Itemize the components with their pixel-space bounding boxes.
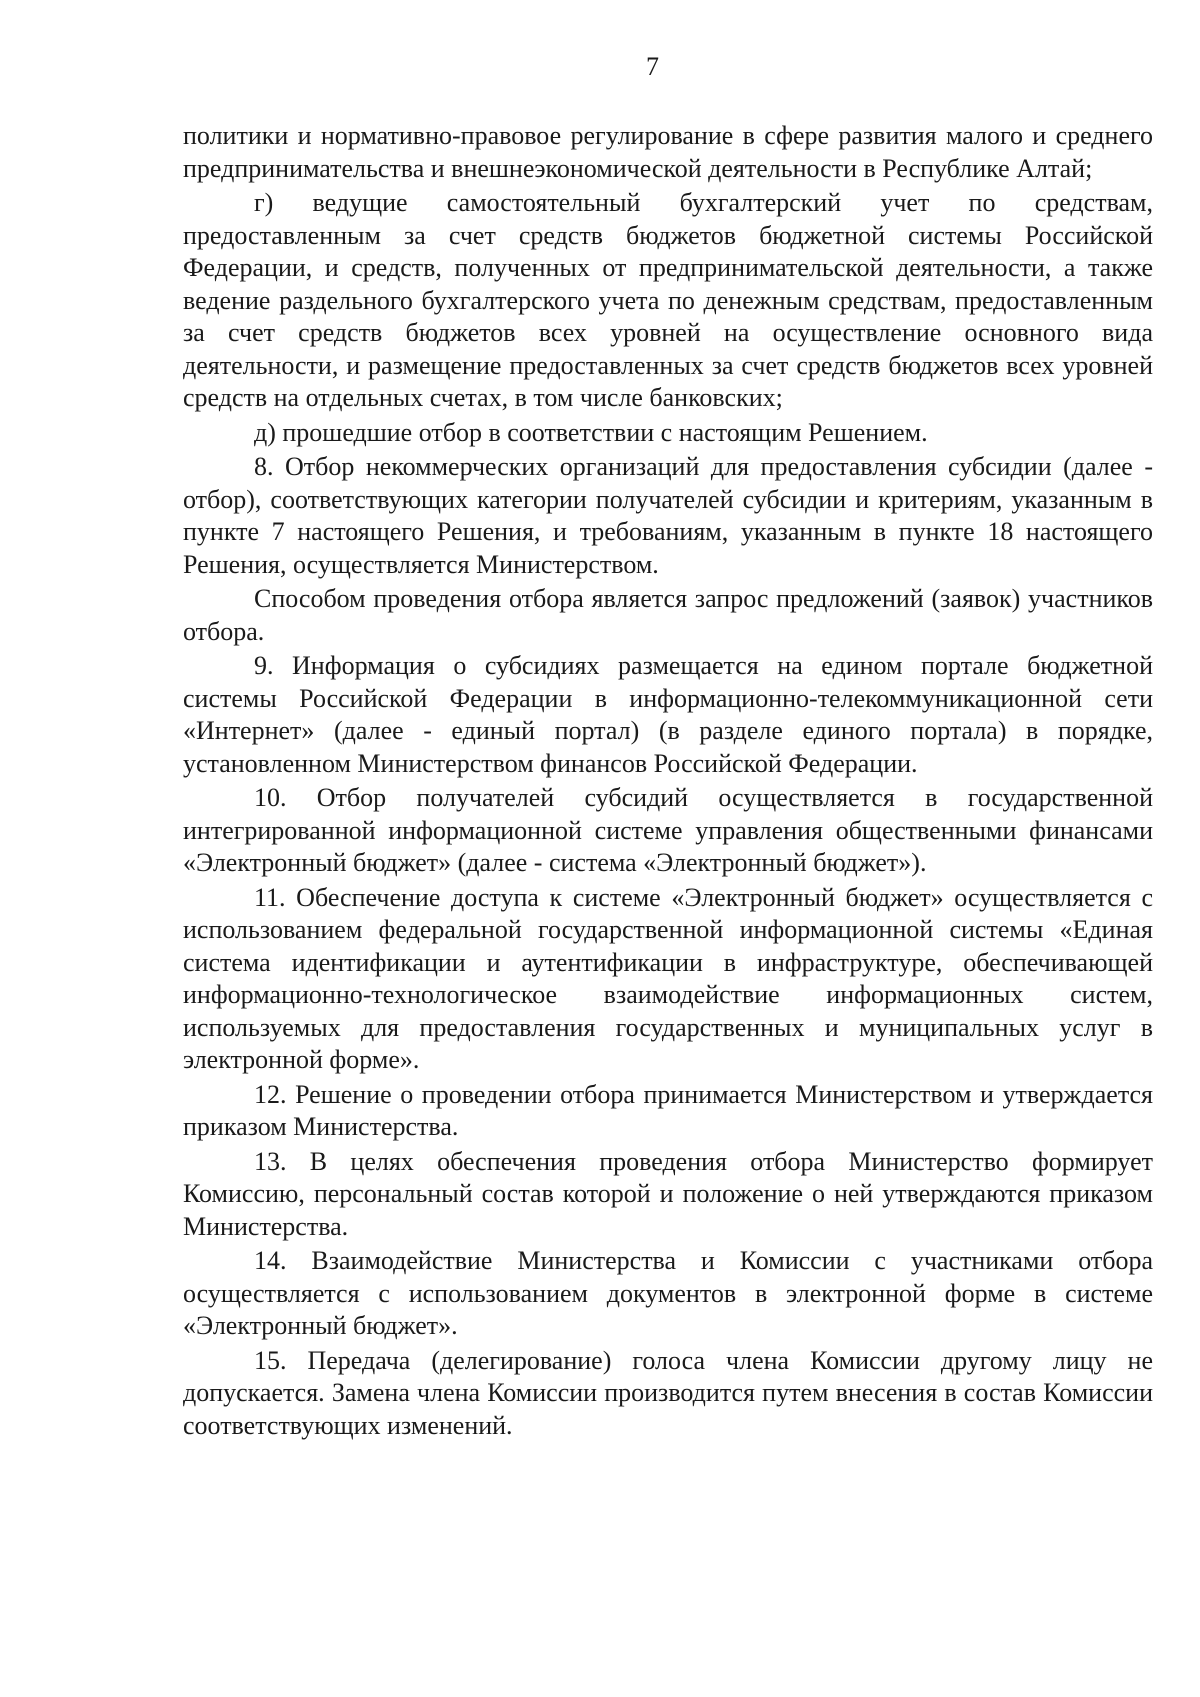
paragraph-clause-13: 13. В целях обеспечения проведения отбора Министерство формирует Комиссию, персональный состав которой и положение о ней утверждаются приказом Министерства. — [183, 1146, 1153, 1241]
page-number: 7 — [646, 52, 659, 81]
paragraph-clause-8: 8. Отбор некоммерческих организаций для предоставления субсидии (далее - отбор), соответствующих категории получателей субсидии и критериям, указанным в пункте 7 настоящего Решения, и требованиям, указанным в пункте 18 настоящего Решения, осуществляется Министерством. — [183, 452, 1153, 579]
paragraph-item-d: д) прошедшие отбор в соответствии с настоящим Решением. — [254, 417, 928, 447]
paragraph-clause-15: 15. Передача (делегирование) голоса члена Комиссии другому лицу не допускается. Замена члена Комиссии производится путем внесения в состав Комиссии соответствующих изменений. — [183, 1345, 1153, 1440]
paragraph-clause-14: 14. Взаимодействие Министерства и Комиссии с участниками отбора осуществляется с использованием документов в электронной форме в системе «Электронный бюджет». — [183, 1246, 1153, 1340]
paragraph-clause-12: 12. Решение о проведении отбора принимается Министерством и утверждается приказом Министерства. — [183, 1079, 1153, 1141]
paragraph-item-g: г) ведущие самостоятельный бухгалтерский учет по средствам, предоставленным за счет средств бюджетов бюджетной системы Российской Федерации, и средств, полученных от предпринимательской деятельности, а также ведение раздельного бухгалтерского учета по денежным средствам, предоставленным за счет средств бюджетов всех уровней на осуществление основного вида деятельности, и размещение предоставленных за счет средств бюджетов всех уровней средств на отдельных счетах, в том числе банковских; — [183, 188, 1153, 412]
paragraph-continuation: политики и нормативно-правовое регулирование в сфере развития малого и среднего предпринимательства и внешнеэкономической деятельности в Республике Алтай; — [183, 121, 1153, 183]
paragraph-clause-10: 10. Отбор получателей субсидий осуществляется в государственной интегрированной информационной системе управления общественными финансами «Электронный бюджет» (далее - система «Электронный бюджет»). — [183, 783, 1153, 877]
paragraph-selection-method: Способом проведения отбора является запрос предложений (заявок) участников отбора. — [183, 584, 1153, 646]
paragraph-clause-9: 9. Информация о субсидиях размещается на едином портале бюджетной системы Российской Федерации в информационно-телекоммуникационной сети «Интернет» (далее - единый портал) (в разделе единого портала) в порядке, установленном Министерством финансов Российской Федерации. — [183, 651, 1153, 778]
document-body — [183, 120, 1153, 1442]
paragraph-clause-11: 11. Обеспечение доступа к системе «Электронный бюджет» осуществляется с использованием федеральной государственной информационной системы «Единая система идентификации и аутентификации в инфраструктуре, обеспечивающей информационно-технологическое взаимодействие информационных систем, используемых для предоставления государственных и муниципальных услуг в электронной форме». — [183, 882, 1153, 1074]
